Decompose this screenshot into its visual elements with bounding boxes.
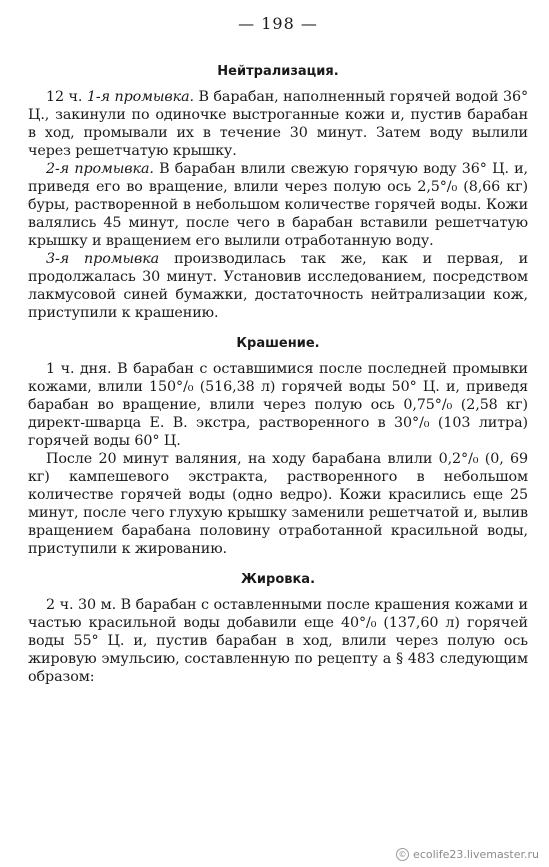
section-neutralization: [28, 64, 528, 322]
section-fatliquoring: [28, 572, 528, 686]
watermark: [396, 848, 539, 861]
paragraph-text: В барабан влили свежую горячую воду 36° Ц. и, приведя его во вращение, влили через полую ось 2,5°/₀ (8,66 кг) буры, растворенной в небольшом количестве горячей воды. Кожи валялись 45 минут, после чего в барабан вставили решетчатую крышку и вращением его вылили отработанную воду.: [28, 161, 529, 249]
paragraph-italic-lead: 2-я промывка.: [46, 161, 154, 177]
paragraph: [28, 160, 528, 250]
paragraph-text: В барабан, наполненный горячей водой 36° Ц., закинули по одиночке выстроганные кожи и, пустив барабан в ход, промывали их в течение 30 минут. Затем воду вылили через решетчатую крышку.: [28, 89, 528, 159]
paragraph: 2 ч. 30 м. В барабан с оставленными после крашения кожами и частью красильной воды добавили еще 40°/₀ (137,60 л) горячей воды 55° Ц. и, пустив барабан в ход, влили через полую ось жировую эмульсию, составленную по рецепту а § 483 следующим образом:: [28, 597, 528, 685]
section-heading: Жировка.: [240, 572, 316, 587]
paragraph: [28, 88, 528, 160]
paragraph: После 20 минут валяния, на ходу барабана влили 0,2°/₀ (0, 69 кг) кампешевого экстракта, растворенного в небольшом количестве горячей воды (одно ведро). Кожи красились еще 25 минут, после чего глухую крышку заменили решетчатой и, вылив вращением барабана половину отработанной красильной воды, приступили к жированию.: [28, 451, 528, 557]
paragraph-italic-lead: 3-я промывка: [46, 251, 160, 267]
watermark-text: ecolife23.livemaster.ru: [413, 848, 539, 861]
section-heading: Крашение.: [236, 336, 320, 351]
copyright-icon: ©: [396, 848, 409, 861]
section-heading: Нейтрализация.: [217, 64, 339, 79]
section-dyeing: [28, 336, 528, 558]
book-page: [28, 14, 528, 700]
paragraph: 1 ч. дня. В барабан с оставшимися после последней промывки кожами, влили 150°/₀ (516,38 л) горячей воды 50° Ц. и, приведя барабан во вращение, влили через полую ось 0,75°/₀ (2,58 кг) директ-шварца Е. В. экстра, растворенного в 30°/₀ (103 литра) горячей воды 60° Ц.: [28, 361, 528, 449]
page-number: — 198 —: [238, 14, 318, 33]
paragraph-text: производилась так же, как и первая, и продолжалась 30 минут. Установив исследованием, посредством лакмусовой синей бумажки, достаточность нейтрализации кож, приступили к крашению.: [28, 251, 528, 321]
paragraph: [28, 250, 528, 322]
paragraph-italic-lead: 1-я промывка.: [86, 89, 194, 105]
paragraph-lead: 12 ч.: [46, 89, 83, 105]
